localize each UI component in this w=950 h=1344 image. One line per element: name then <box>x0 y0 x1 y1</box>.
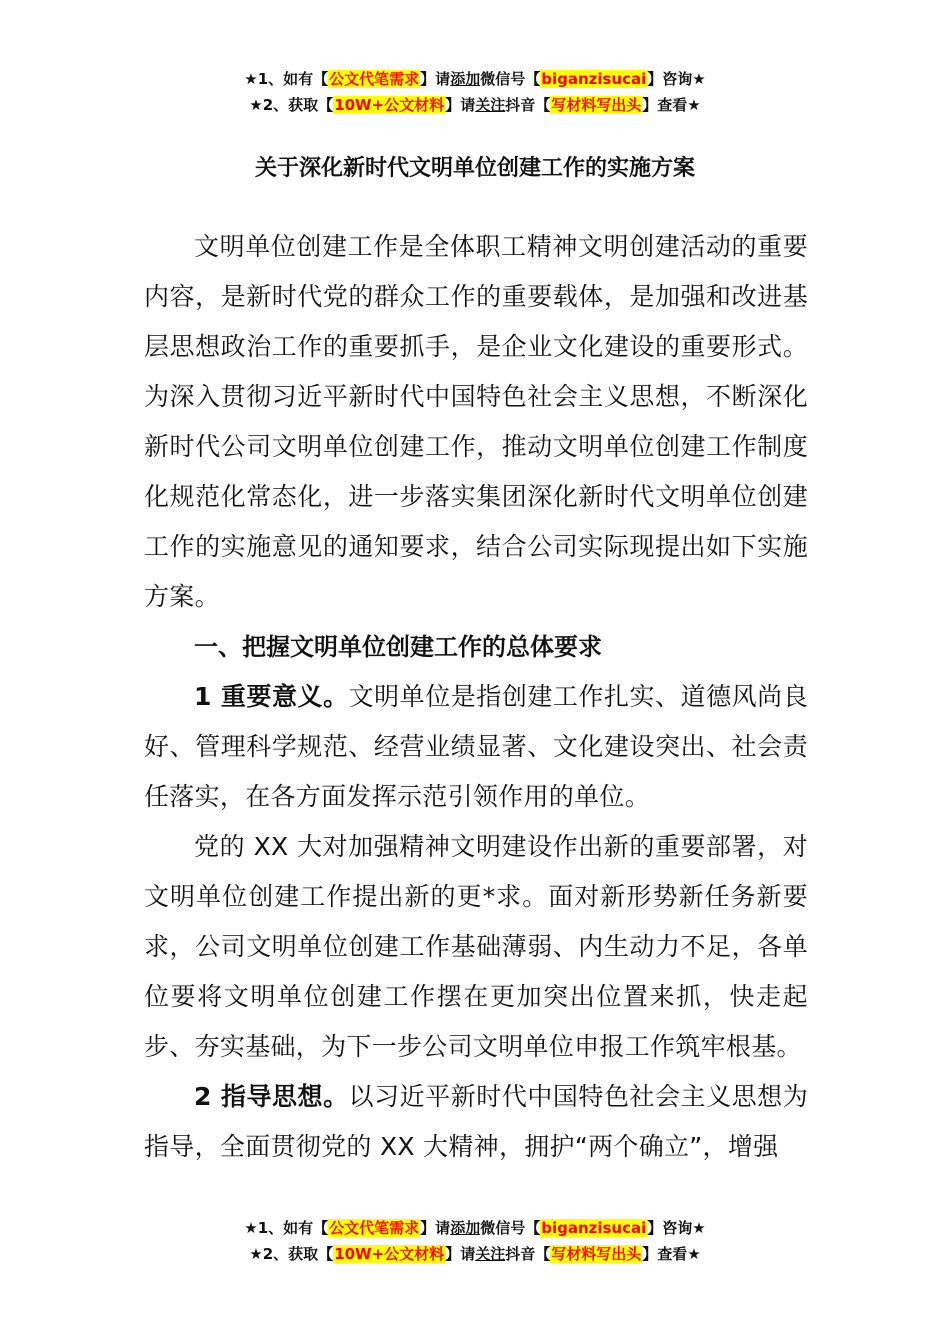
banner-highlight: 写材料写出头 <box>551 1245 642 1263</box>
paragraph-significance <box>144 672 808 822</box>
banner-text: ★2、获取【 <box>249 1245 334 1263</box>
banner-text: 】请 <box>445 1245 476 1263</box>
paragraph-lead: 2 指导思想。 <box>194 1082 349 1111</box>
banner-highlight: 写材料写出头 <box>551 96 642 114</box>
paragraph-text: 文明单位是指创建工作扎实、道德风尚良好、管理科学规范、经营业绩显著、文化建设突出、社会责任落实，在各方面发挥示范引领作用的单位。 <box>144 682 808 811</box>
banner-highlight: 公文代笔需求 <box>329 1219 420 1237</box>
banner-highlight: 10W+公文材料 <box>334 96 445 114</box>
banner-text: 】查看★ <box>642 1245 701 1263</box>
banner-text: 】请 <box>420 70 451 88</box>
banner-line-2 <box>0 92 950 118</box>
banner-text: ★1、如有【 <box>244 70 329 88</box>
document-title: 关于深化新时代文明单位创建工作的实施方案 <box>254 156 695 181</box>
paragraph-text: 以习近平新时代中国特色社会主义思想为指导，全面贯彻党的 XX 大精神，拥护“两个确立”，增强 <box>144 1082 808 1161</box>
banner-line-1 <box>0 66 950 92</box>
banner-text: 】查看★ <box>642 96 701 114</box>
banner-text: 微信号【 <box>480 1219 541 1237</box>
paragraph-intro: 文明单位创建工作是全体职工精神文明创建活动的重要内容，是新时代党的群众工作的重要载体，是加强和改进基层思想政治工作的重要抓手，是企业文化建设的重要形式。为深入贯彻习近平新时代中国特色社会主义思想，不断深化新时代公司文明单位创建工作，推动文明单位创建工作制度化规范化常态化，进一步落实集团深化新时代文明单位创建工作的实施意见的通知要求，结合公司实际现提出如下实施方案。 <box>144 232 808 611</box>
section-heading-1: 一、把握文明单位创建工作的总体要求 <box>194 633 602 661</box>
banner-highlight: 公文代笔需求 <box>329 70 420 88</box>
banner-text: 】请 <box>445 96 476 114</box>
banner-line-1 <box>0 1215 950 1241</box>
document-body <box>144 222 808 1172</box>
header-banner <box>0 66 950 118</box>
banner-underline-text: 添加 <box>450 1219 481 1237</box>
banner-underline-text: 关注 <box>475 1245 506 1263</box>
banner-highlight: biganzisucai <box>541 1219 647 1237</box>
paragraph-lead: 1 重要意义。 <box>194 682 349 711</box>
banner-text: 微信号【 <box>480 70 541 88</box>
banner-underline-text: 添加 <box>450 70 481 88</box>
banner-text: 】咨询★ <box>647 1219 706 1237</box>
banner-text: 】咨询★ <box>647 70 706 88</box>
banner-highlight: biganzisucai <box>541 70 647 88</box>
banner-text: 】请 <box>420 1219 451 1237</box>
banner-text: ★1、如有【 <box>244 1219 329 1237</box>
paragraph-deployment: 党的 XX 大对加强精神文明建设作出新的重要部署，对文明单位创建工作提出新的更*求。面对新形势新任务新要求，公司文明单位创建工作基础薄弱、内生动力不足，各单位要将文明单位创建工作摆在更加突出位置来抓，快走起步、夯实基础，为下一步公司文明单位申报工作筑牢根基。 <box>144 832 808 1061</box>
footer-banner <box>0 1215 950 1267</box>
banner-line-2 <box>0 1241 950 1267</box>
banner-text: 抖音【 <box>505 96 551 114</box>
banner-text: 抖音【 <box>505 1245 551 1263</box>
banner-highlight: 10W+公文材料 <box>334 1245 445 1263</box>
banner-underline-text: 关注 <box>475 96 506 114</box>
banner-text: ★2、获取【 <box>249 96 334 114</box>
paragraph-guiding-thought <box>144 1072 808 1172</box>
